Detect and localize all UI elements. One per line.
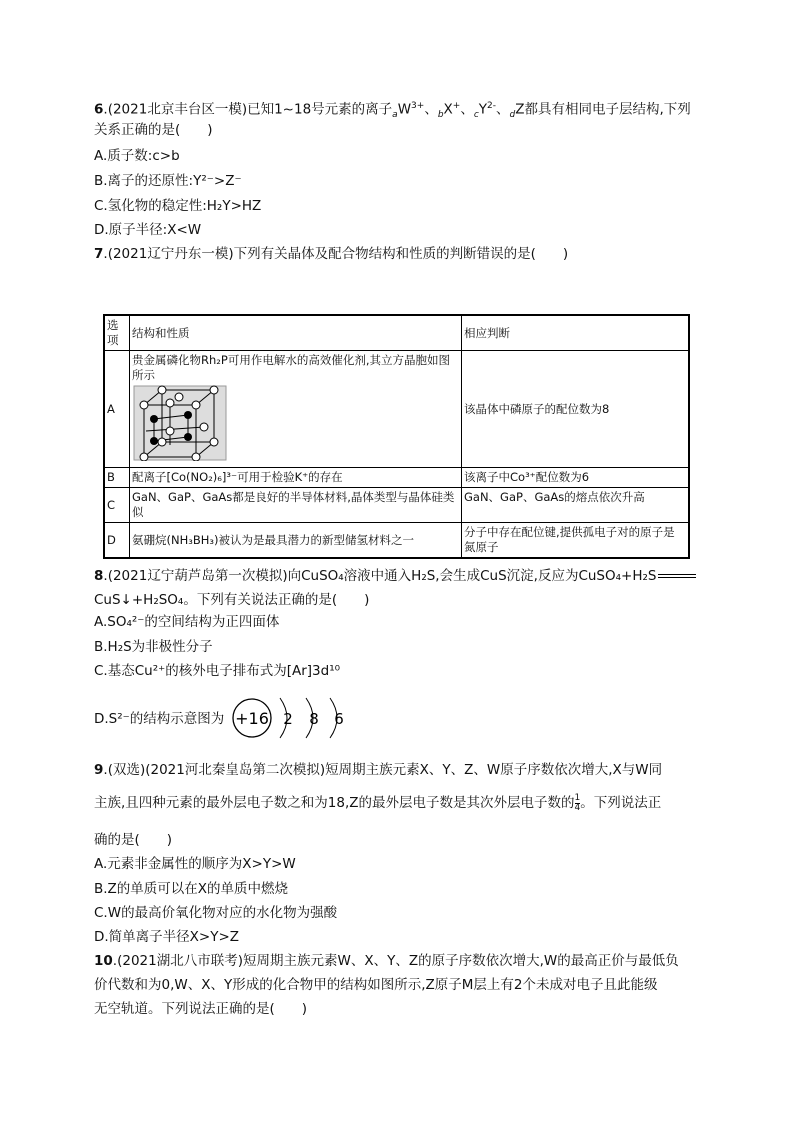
q6-option-d: D.原子半径:X<W	[94, 222, 202, 238]
fraction-num: 1	[574, 792, 581, 803]
ion-structure-diagram	[230, 692, 360, 748]
q7-stem	[94, 244, 568, 264]
nucleus-charge: +16	[235, 709, 269, 728]
row-desc: 氨硼烷(NH₃BH₃)被认为是最具潜力的新型储氢材料之一	[130, 523, 462, 559]
q8-option-c: C.基态Cu²⁺的核外电子排布式为[Ar]3d¹⁰	[94, 663, 341, 679]
q9-option-c: C.W的最高价氧化物对应的水化物为强酸	[94, 905, 338, 921]
q8-stem-line2: CuS↓+H₂SO₄。下列有关说法正确的是( )	[94, 592, 370, 608]
row-judge: GaN、GaP、GaAs的熔点依次升高	[462, 488, 690, 523]
row-option: A	[104, 351, 130, 468]
q9-stem-line2	[94, 793, 661, 813]
table-row	[104, 488, 689, 523]
table-row	[104, 523, 689, 559]
q8-stem-text: .(2021辽宁葫芦岛第一次模拟)向CuSO₄溶液中通入H₂S,会生成CuS沉淀,反应为CuSO₄+H₂S	[103, 568, 657, 584]
table-row	[104, 351, 689, 468]
header-option: 选项	[104, 315, 130, 351]
header-judgement: 相应判断	[462, 315, 690, 351]
row-desc	[130, 351, 462, 468]
q6-option-c: C.氢化物的稳定性:H₂Y>HZ	[94, 198, 262, 214]
q9-stem-text: .(双选)(2021河北秦皇岛第二次模拟)短周期主族元素X、Y、Z、W原子序数依次增大,X与W同	[103, 762, 663, 778]
q10-number: 10	[94, 953, 113, 969]
q7-table	[103, 314, 690, 559]
q10-stem-line2: 价代数和为0,W、X、Y形成的化合物甲的结构如图所示,Z原子M层上有2个未成对电子且此能级	[94, 977, 658, 993]
q8-option-a: A.SO₄²⁻的空间结构为正四面体	[94, 614, 280, 630]
row-option: B	[104, 468, 130, 488]
table-row	[104, 468, 689, 488]
row-desc-text: 贵金属磷化物Rh₂P可用作电解水的高效催化剂,其立方晶胞如图所示	[132, 353, 450, 382]
q6-stem-line1: 6.(2021北京丰台区一模)已知1~18号元素的离子$_aW^{3+}$、$_b$X+、$_cY^{2-}$、$_d$Z都具有相同电子层结构,下列	[94, 101, 691, 121]
q9-stem-line1	[94, 760, 662, 780]
q9-stem-line2a: 主族,且四种元素的最外层电子数之和为18,Z的最外层电子数是其次外层电子数的	[94, 795, 575, 811]
shell-2-count: 8	[309, 710, 319, 728]
q6-option-a: A.质子数:c>b	[94, 148, 180, 164]
q8-stem-line1	[94, 566, 696, 586]
row-judge: 该晶体中磷原子的配位数为8	[462, 351, 690, 468]
q10-stem-text: .(2021湖北八市联考)短周期主族元素W、X、Y、Z的原子序数依次增大,W的最高正价与最低负	[112, 953, 679, 969]
q6-option-b: B.离子的还原性:Y²⁻>Z⁻	[94, 173, 242, 189]
q10-stem-line1	[94, 951, 679, 971]
q6-stem-a: .(2021北京丰台区一模)已知1~18号元素的离子	[103, 101, 393, 118]
q9-stem-line2b: 。下列说法正	[580, 795, 662, 811]
row-option: D	[104, 523, 130, 559]
q9-option-b: B.Z的单质可以在X的单质中燃烧	[94, 881, 289, 897]
crystal-cell-figure	[132, 385, 228, 461]
q7-stem-text: .(2021辽宁丹东一模)下列有关晶体及配合物结构和性质的判断错误的是( )	[103, 246, 569, 262]
table-header-row	[104, 315, 689, 351]
q10-stem-line3: 无空轨道。下列说法正确的是( )	[94, 1001, 308, 1017]
row-desc: 配离子[Co(NO₂)₆]³⁻可用于检验K⁺的存在	[130, 468, 462, 488]
fraction-den: 4	[574, 802, 581, 813]
row-option: C	[104, 488, 130, 523]
q8-option-b: B.H₂S为非极性分子	[94, 639, 213, 655]
reaction-equals-sign	[658, 574, 696, 578]
q6-stem-line2: 关系正确的是( )	[94, 122, 213, 138]
q6-stem-tail: 都具有相同电子层结构,下列	[524, 101, 691, 118]
q8-number: 8	[94, 568, 104, 584]
shell-1-count: 2	[283, 710, 293, 728]
q8-option-d: D.S²⁻的结构示意图为	[94, 711, 225, 727]
q9-number: 9	[94, 762, 104, 778]
header-structure: 结构和性质	[130, 315, 462, 351]
row-judge: 分子中存在配位键,提供孤电子对的原子是氮原子	[462, 523, 690, 559]
shell-3-count: 6	[334, 710, 344, 728]
q6-number: 6	[94, 101, 104, 118]
q9-option-d: D.简单离子半径X>Y>Z	[94, 929, 240, 945]
q9-option-a: A.元素非金属性的顺序为X>Y>W	[94, 856, 296, 872]
q7-number: 7	[94, 246, 104, 262]
row-judge: 该离子中Co³⁺配位数为6	[462, 468, 690, 488]
q9-stem-line3: 确的是( )	[94, 832, 173, 848]
row-desc: GaN、GaP、GaAs都是良好的半导体材料,晶体类型与晶体硅类似	[130, 488, 462, 523]
